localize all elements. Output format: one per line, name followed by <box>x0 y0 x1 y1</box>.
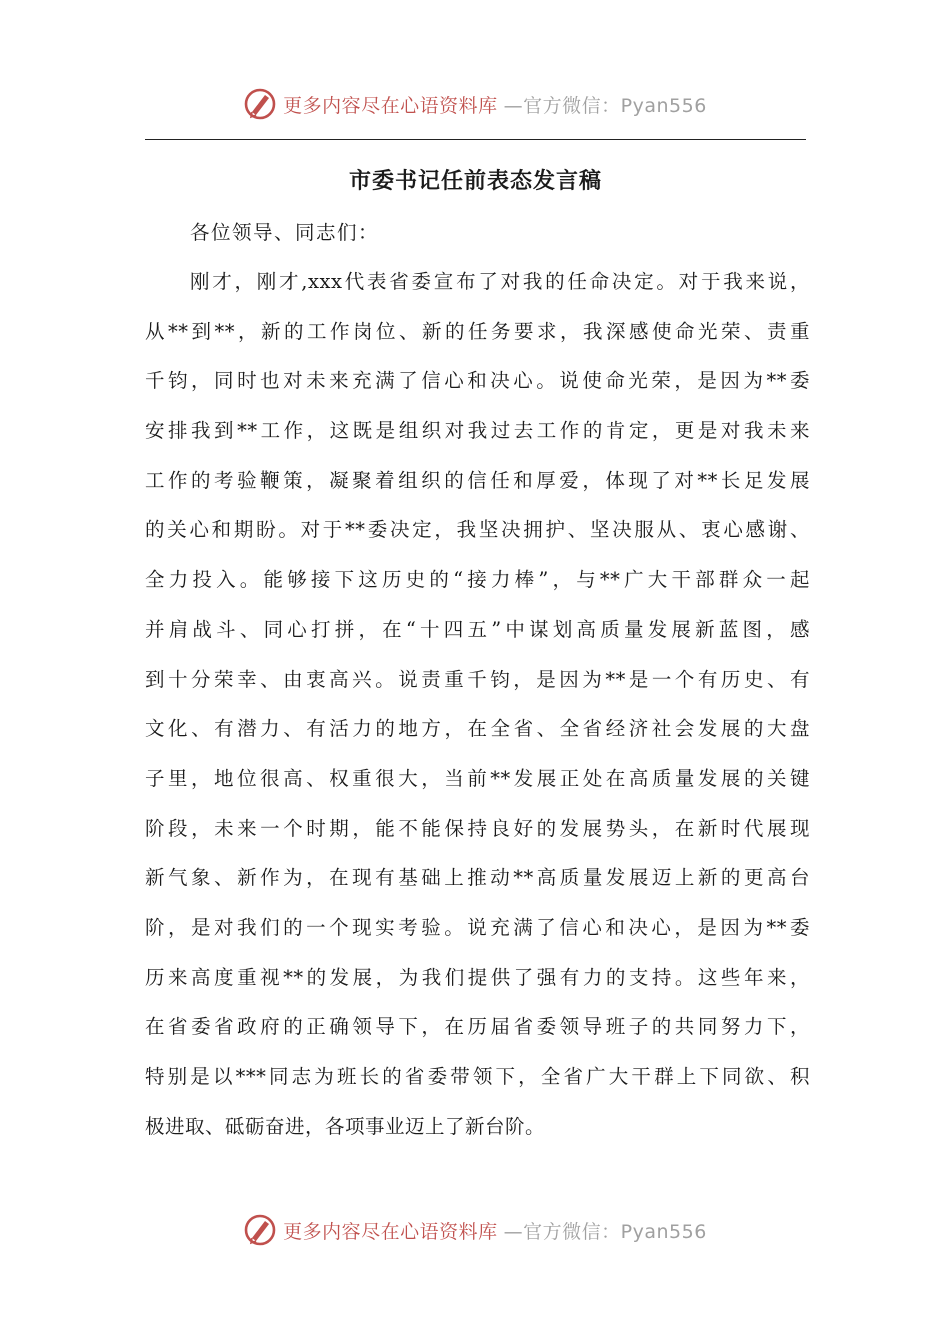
footer-brand <box>0 1210 950 1250</box>
header-brand-wechat: —官方微信：Pyan556 <box>503 94 707 117</box>
header-divider <box>145 139 806 140</box>
body-line: 到十分荣幸、由衷高兴。说责重千钧，是因为**是一个有历史、有 <box>145 667 810 691</box>
body-line: 极进取、砥砺奋进，各项事业迈上了新台阶。 <box>145 1114 546 1138</box>
body-line: 安排我到**工作，这既是组织对我过去工作的肯定，更是对我未来 <box>145 419 810 443</box>
body-line: 历来高度重视**的发展，为我们提供了强有力的支持。这些年来， <box>145 965 810 989</box>
body-line: 的关心和期盼。对于**委决定，我坚决拥护、坚决服从、衷心感谢、 <box>145 518 810 542</box>
body-line: 刚才，刚才,xxx代表省委宣布了对我的任命决定。对于我来说， <box>190 270 810 293</box>
header-brand-name: 更多内容尽在心语资料库 <box>283 94 498 117</box>
header-brand <box>0 84 950 124</box>
pen-circle-icon <box>243 1213 277 1247</box>
body-line: 在省委省政府的正确领导下，在历届省委领导班子的共同努力下， <box>145 1015 810 1039</box>
body-line: 千钧，同时也对未来充满了信心和决心。说使命光荣，是因为**委 <box>145 369 810 393</box>
body-line: 新气象、新作为，在现有基础上推动**高质量发展迈上新的更高台 <box>145 866 810 890</box>
pen-circle-icon <box>243 87 277 121</box>
document-greeting: 各位领导、同志们： <box>190 221 380 244</box>
body-line: 全力投入。能够接下这历史的“接力棒”，与**广大干部群众一起 <box>145 568 810 592</box>
body-line: 特别是以***同志为班长的省委带领下，全省广大干群上下同欲、积 <box>145 1065 810 1088</box>
body-line: 阶段，未来一个时期，能不能保持良好的发展势头，在新时代展现 <box>145 816 810 840</box>
body-line: 阶，是对我们的一个现实考验。说充满了信心和决心，是因为**委 <box>145 915 810 939</box>
footer-brand-name: 更多内容尽在心语资料库 <box>283 1220 498 1243</box>
body-line: 子里，地位很高、权重很大，当前**发展正处在高质量发展的关键 <box>145 766 810 790</box>
footer-brand-wechat: —官方微信：Pyan556 <box>503 1220 707 1243</box>
document-body <box>145 265 810 1159</box>
body-line: 文化、有潜力、有活力的地方，在全省、全省经济社会发展的大盘 <box>145 717 810 741</box>
document-title: 市委书记任前表态发言稿 <box>348 168 602 194</box>
body-line: 并肩战斗、同心打拼，在“十四五”中谋划高质量发展新蓝图，感 <box>145 617 810 641</box>
body-line: 从**到**，新的工作岗位、新的任务要求，我深感使命光荣、责重 <box>145 319 810 343</box>
body-line: 工作的考验鞭策，凝聚着组织的信任和厚爱，体现了对**长足发展 <box>145 468 810 492</box>
